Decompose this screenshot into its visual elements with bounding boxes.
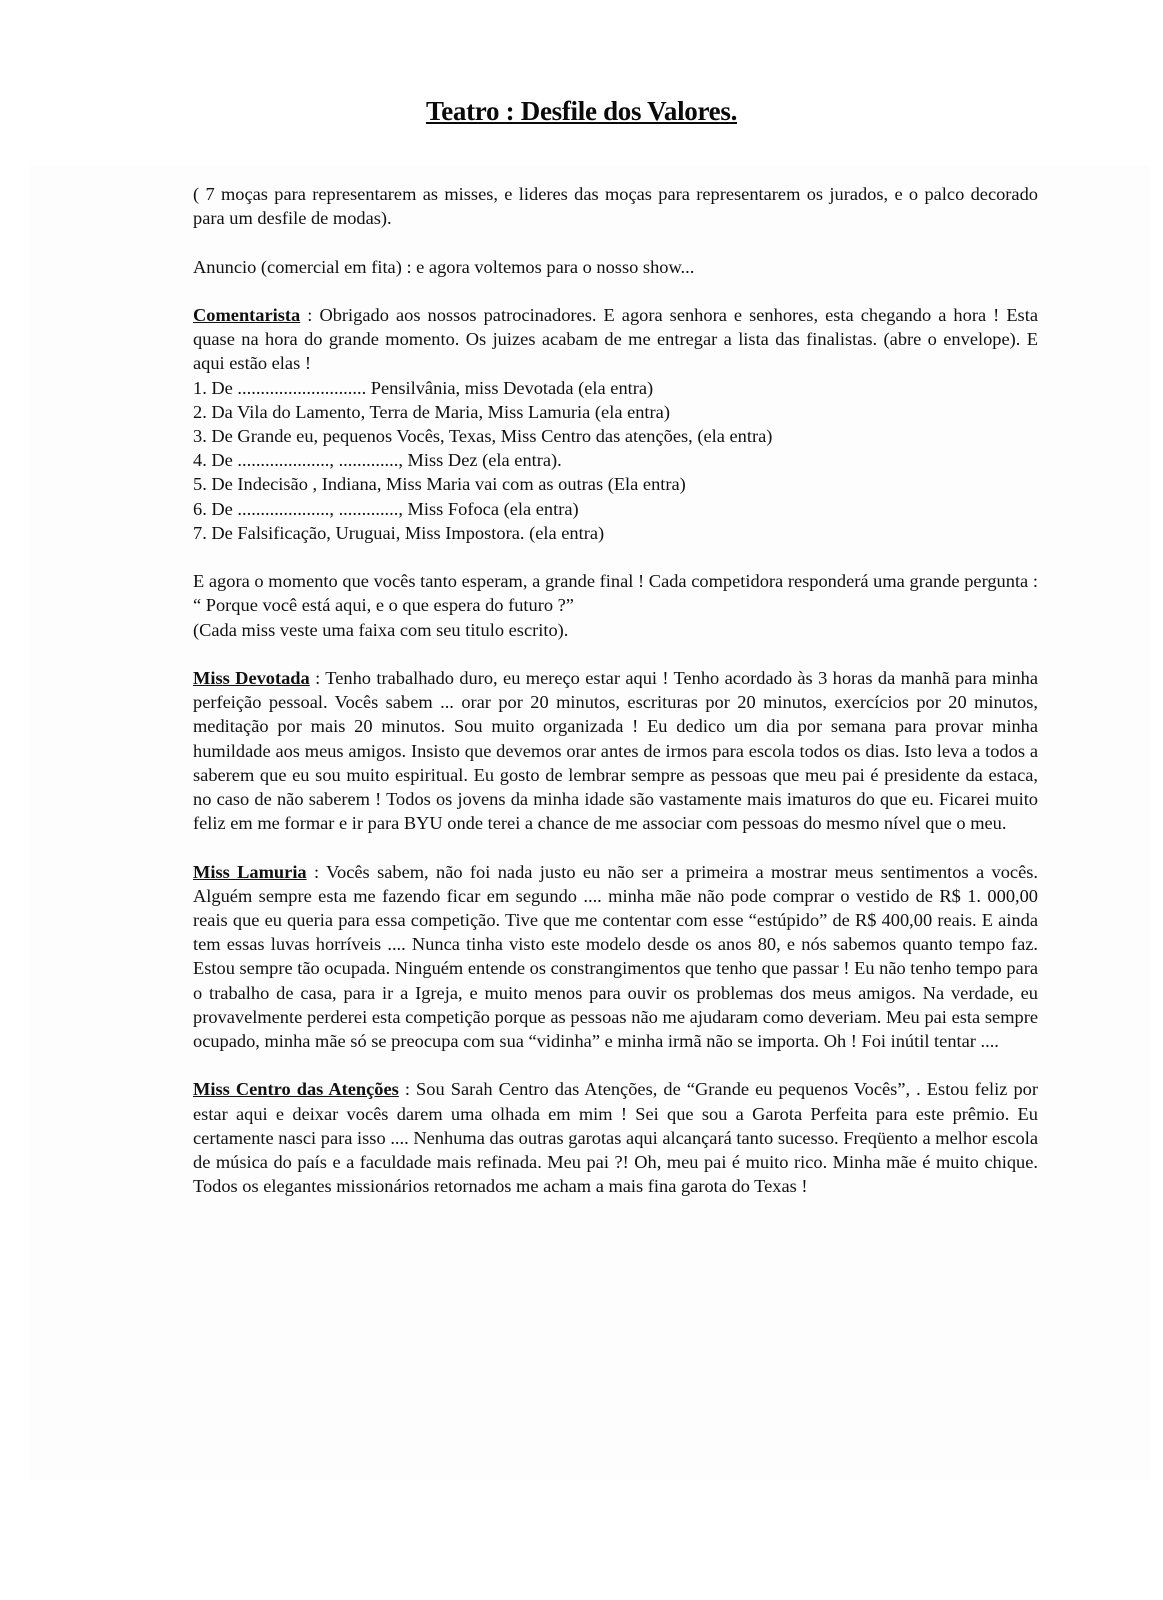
speech-text: : Sou Sarah Centro das Atenções, de “Grande eu pequenos Vocês”, . Estou feliz por estar aqui e deixar vocês darem uma olhada em mim ! Sei que sou a Garota Perfeita para este prêmio. Eu certamente nasci para isso .... Nenhuma das outras garotas aqui alcançará tanto sucesso. Freqüento a melhor escola de música do país e a faculdade mais refinada. Meu pai ?! Oh, meu pai é muito rico. Minha mãe é muito chique. Todos os elegantes missionários retornados me acham a mais fina garota do Texas ! bbox=[193, 1079, 1038, 1197]
speech-miss-devotada bbox=[193, 666, 1038, 835]
list-item: 4. De ...................., ............., Miss Dez (ela entra). bbox=[193, 450, 562, 471]
speaker-name: Miss Devotada bbox=[193, 668, 310, 688]
announcement: Anuncio (comercial em fita) : e agora voltemos para o nosso show... bbox=[193, 256, 695, 277]
speaker-name: Miss Lamuria bbox=[193, 861, 307, 882]
document-body bbox=[193, 182, 1038, 1223]
speech-miss-lamuria bbox=[193, 860, 1038, 1054]
list-item: 3. De Grande eu, pequenos Vocês, Texas, Miss Centro das atenções, (ela entra) bbox=[193, 426, 773, 446]
finalists-list bbox=[193, 376, 1038, 545]
final-question: E agora o momento que vocês tanto esperam, a grande final ! Cada competidora responderá uma grande pergunta : “ Porque você está aqui, e o que espera do futuro ?” bbox=[193, 571, 1038, 616]
speaker-name: Comentarista bbox=[193, 304, 301, 325]
speech-text: : Tenho trabalhado duro, eu mereço estar aqui ! Tenho acordado às 3 horas da manhã para minha perfeição pessoal. Vocês sabem ... orar por 20 minutos, escrituras por 20 minutos, exercícios por 20 minutos, meditação por mais 20 minutos. Sou muito organizada ! Eu dedico um dia por semana para provar minha humildade aos meus amigos. Insisto que devemos orar antes de irmos para escola todos os dias. Isto leva a todos a saberem que eu sou muito espiritual. Eu gosto de lembrar sempre as pessoas que meu pai é presidente da estaca, no caso de não saberem ! Todos os jovens da minha idade são vastamente mais imaturos do que eu. Ficarei muito feliz em me formar e ir para BYU onde terei a chance de me associar com pessoas do mesmo nível que o meu. bbox=[193, 668, 1038, 834]
speech-miss-centro-das-atencoes bbox=[193, 1077, 1038, 1198]
stage-directions: ( 7 moças para representarem as misses, e lideres das moças para representarem os jurados, e o palco decorado para um desfile de modas). bbox=[193, 184, 1038, 229]
list-item: 5. De Indecisão , Indiana, Miss Maria vai com as outras (Ela entra) bbox=[193, 474, 686, 495]
list-item: 7. De Falsificação, Uruguai, Miss Impostora. (ela entra) bbox=[193, 522, 605, 543]
document-title: Teatro : Desfile dos Valores. bbox=[425, 96, 738, 126]
list-item: 1. De ............................ Pensilvânia, miss Devotada (ela entra) bbox=[193, 377, 654, 398]
speech-text: : Vocês sabem, não foi nada justo eu não ser a primeira a mostrar meus sentimentos a vocês. Alguém sempre esta me fazendo ficar em segundo .... minha mãe não pode comprar o vestido de R$ 1. 000,00 reais que eu queria para essa competição. Tive que me contentar com esse “estúpido” de R$ 400,00 reais. E ainda tem essas luvas horríveis .... Nunca tinha visto este modelo desde os anos 80, e nós sabemos quanto tempo faz. Estou sempre tão ocupada. Ninguém entende os constrangimentos que tenho que passar ! Eu não tenho tempo para o trabalho de casa, para ir a Igreja, e muito menos para ouvir os problemas dos meus amigos. Na verdade, eu provavelmente perderei esta competição porque as pessoas não me ajudaram como deveriam. Meu pai esta sempre ocupado, minha mãe só se preocupa com sua “vidinha” e minha irmã não se importa. Oh ! Foi inútil tentar .... bbox=[193, 861, 1038, 1052]
commentator-paragraph bbox=[193, 303, 1038, 376]
speech-text: : Obrigado aos nossos patrocinadores. E agora senhora e senhores, esta chegando a hora ! Esta quase na hora do grande momento. Os juizes acabam de me entregar a lista das finalistas. (abre o envelope). E aqui estão elas ! bbox=[193, 304, 1038, 374]
list-item: 6. De ...................., ............., Miss Fofoca (ela entra) bbox=[193, 498, 579, 519]
speaker-name: Miss Centro das Atenções bbox=[193, 1079, 399, 1100]
stage-note: (Cada miss veste uma faixa com seu titulo escrito). bbox=[193, 619, 569, 640]
list-item: 2. Da Vila do Lamento, Terra de Maria, Miss Lamuria (ela entra) bbox=[193, 401, 670, 422]
